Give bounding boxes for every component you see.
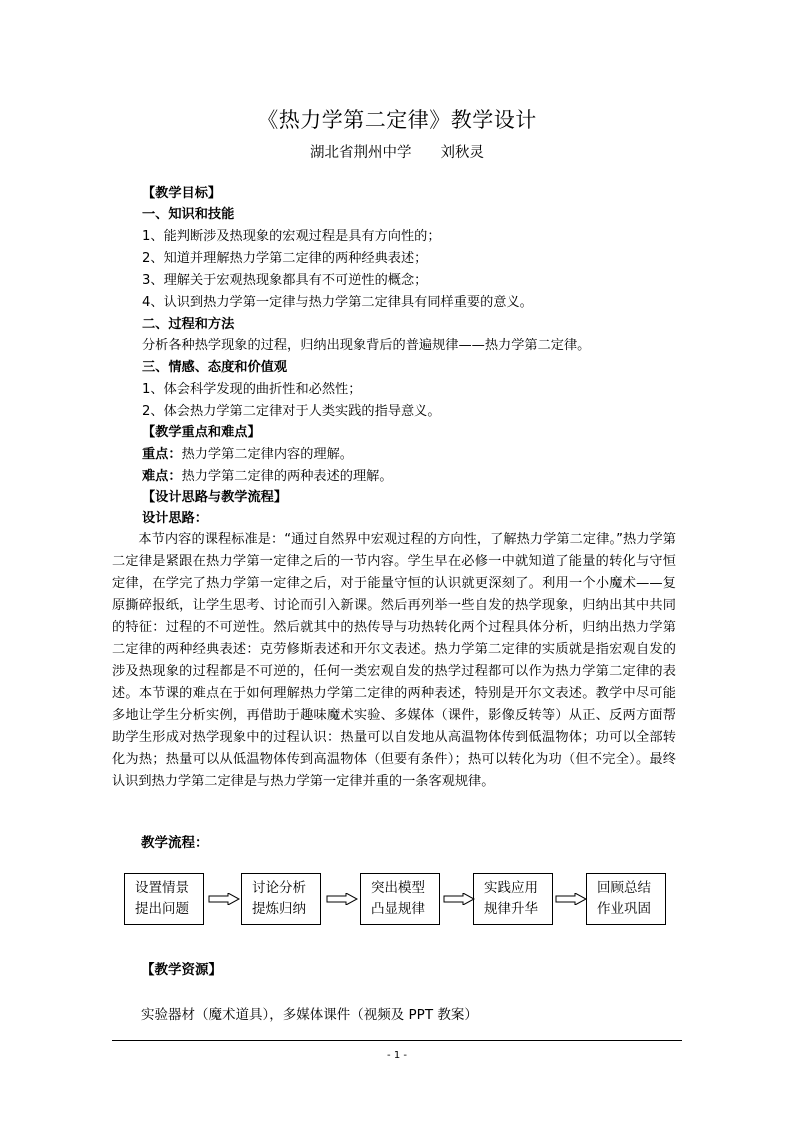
flow-step-5-line1: 回顾总结 (597, 880, 651, 896)
arrow-right-icon (208, 893, 240, 905)
flow-step-1-line1: 设置情景 (135, 880, 189, 896)
section-attitude: 三、情感、态度和价值观 (142, 360, 288, 375)
design-paragraph: 本节内容的课程标准是：“通过自然界中宏观过程的方向性，了解热力学第二定律。”热力学第二定律是紧跟在热力学第一定律之后的一节内容。学生早在必修一中就知道了能量的转化与守恒定律，在学完了热力学第一定律之后，对于能量守恒的认识就更深刻了。利用一个小魔术——复原撕碎报纸，让学生思考、讨论而引入新课。然后再列举一些自发的热学现象，归纳出其中共同的特征：过程的不可逆性。然后就其中的热传导与功热转化两个过程具体分析，归纳出热力学第二定律的两种经典表述：克劳修斯表述和开尔文表述。热力学第二定律的实质就是指宏观自发的涉及热现象的过程都是不可逆的，任何一类宏观自发的热学过程都可以作为热力学第二定律的表述。本节课的难点在于如何理解热力学第二定律的两种表述，特别是开尔文表述。教学中尽可能多地让学生分析实例，再借助于趣味魔术实验、多媒体（课件，影像反转等）从正、反两方面帮助学生形成对热学现象中的过程认识：热量可以自发地从高温物体传到低温物体；功可以全部转化为热；热量可以从低温物体传到高温物体（但要有条件）；热可以转化为功（但不完全）。最终认识到热力学第二定律是与热力学第一定律并重的一条客观规律。 (112, 532, 676, 789)
flow-step-1 (124, 873, 204, 925)
process-text: 分析各种热学现象的过程，归纳出现象背后的普遍规律——热力学第二定律。 (142, 338, 591, 353)
resources-text: 实验器材（魔术道具），多媒体课件（视频及 PPT 教案） (141, 1007, 478, 1023)
design-subheading: 设计思路： (142, 511, 208, 526)
teaching-flowchart (124, 873, 684, 933)
document-title: 《热力学第二定律》教学设计 (257, 108, 537, 132)
flow-step-1-line2: 提出问题 (135, 901, 189, 917)
focus-label: 重点： (142, 447, 182, 462)
flow-step-4-line2: 规律升华 (484, 901, 538, 917)
goals-heading: 【教学目标】 (142, 186, 222, 201)
flow-step-2-line1: 讨论分析 (252, 880, 306, 896)
flow-step-4-line1: 实践应用 (484, 880, 538, 896)
flow-step-2 (241, 873, 321, 925)
flow-step-4 (473, 873, 553, 925)
page-number: - 1 - (387, 1050, 407, 1061)
flow-step-5 (586, 873, 666, 925)
arrow-right-icon (555, 893, 587, 905)
difficulty-text: 热力学第二定律的两种表述的理解。 (181, 469, 393, 484)
footer-divider (112, 1040, 682, 1041)
key-heading: 【教学重点和难点】 (142, 425, 261, 440)
focus-line (142, 445, 353, 465)
goal-item: 2、知道并理解热力学第二定律的两种经典表述； (142, 251, 428, 266)
flow-step-3-line1: 突出模型 (371, 880, 425, 896)
flow-step-2-line2: 提炼归纳 (252, 901, 306, 917)
design-heading: 【设计思路与教学流程】 (142, 490, 288, 505)
author-line: 湖北省荆州中学 刘秋灵 (310, 145, 484, 161)
flow-step-3 (360, 873, 440, 925)
flow-heading: 教学流程： (141, 835, 209, 851)
difficulty-line (142, 467, 393, 487)
resources-heading: 【教学资源】 (141, 962, 222, 978)
goal-item: 4、认识到热力学第一定律与热力学第二定律具有同样重要的意义。 (142, 295, 533, 310)
section-process: 二、过程和方法 (142, 317, 235, 332)
attitude-item: 1、体会科学发现的曲折性和必然性； (142, 382, 362, 397)
arrow-right-icon (443, 893, 475, 905)
section-knowledge: 一、知识和技能 (142, 207, 235, 222)
attitude-item: 2、体会热力学第二定律对于人类实践的指导意义。 (142, 404, 441, 419)
goal-item: 1、能判断涉及热现象的宏观过程是具有方向性的； (142, 229, 441, 244)
arrow-right-icon (326, 893, 358, 905)
flow-step-3-line2: 凸显规律 (371, 901, 425, 917)
difficulty-label: 难点： (142, 469, 182, 484)
flow-step-5-line2: 作业巩固 (597, 901, 651, 917)
focus-text: 热力学第二定律内容的理解。 (181, 447, 353, 462)
goal-item: 3、理解关于宏观热现象都具有不可逆性的概念； (142, 273, 428, 288)
